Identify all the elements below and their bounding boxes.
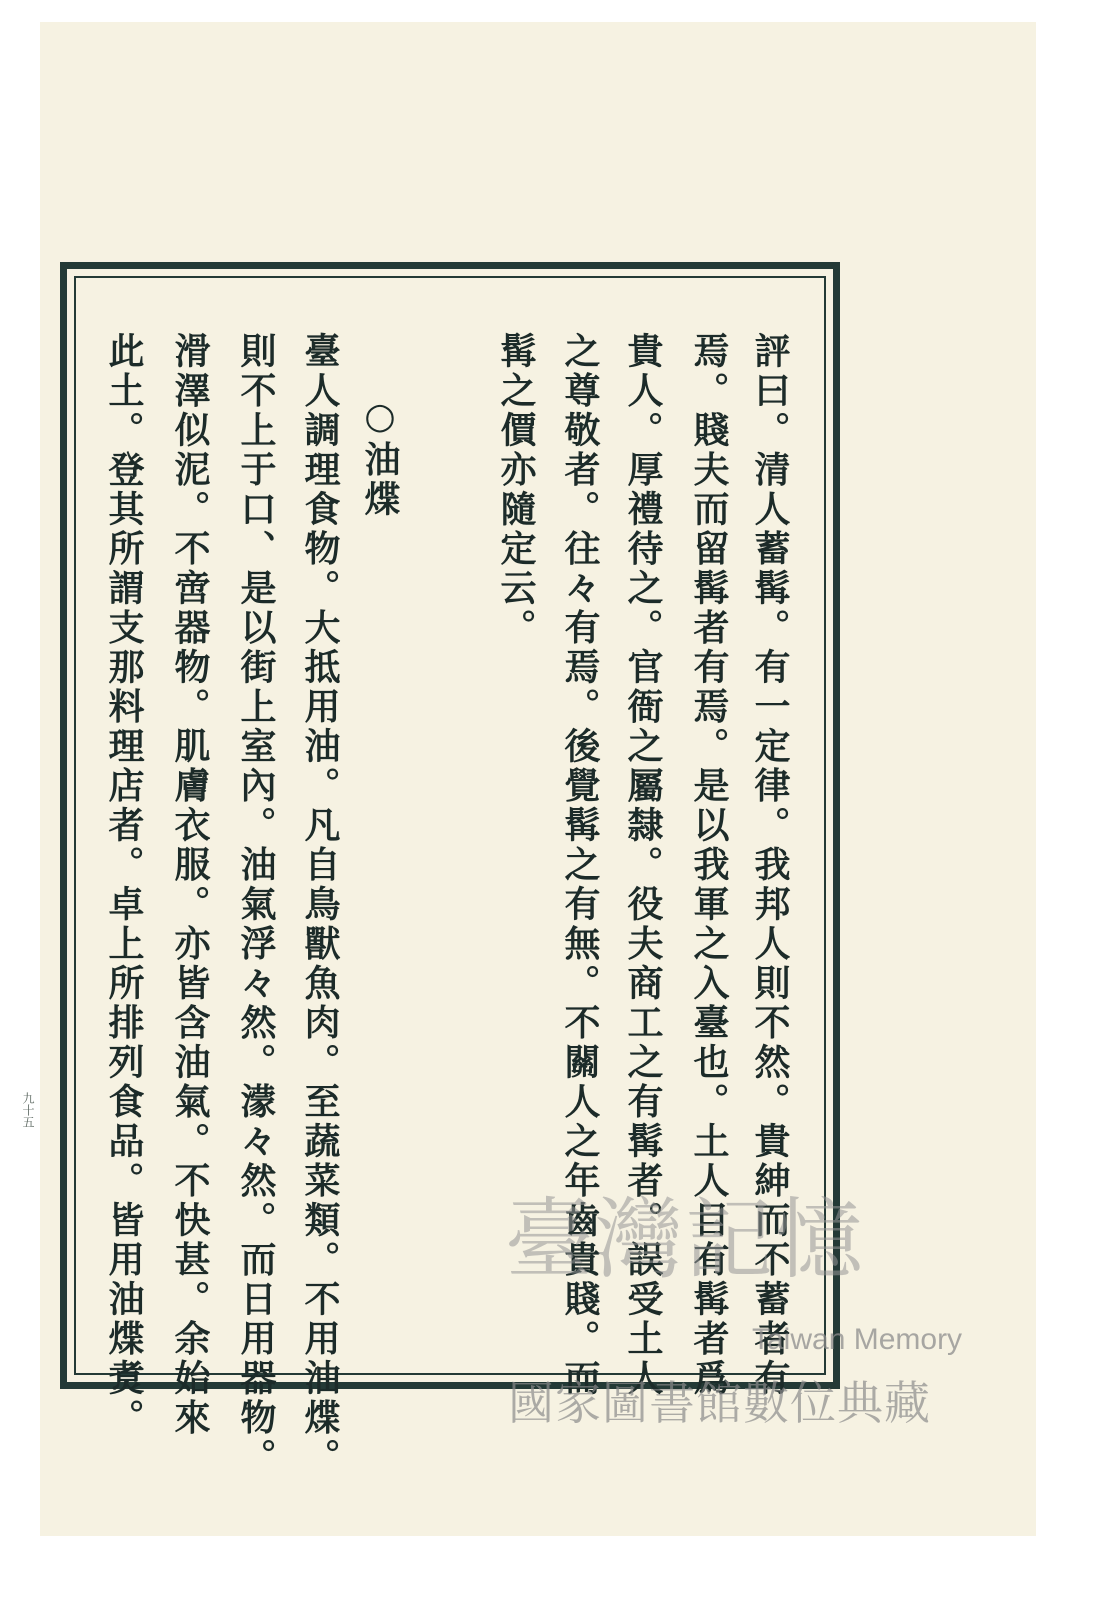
section-heading: ○油煠 [359,395,401,520]
text-column-7: 則不上于口、是以街上室內。油氣浮々然。濛々然。而日用器物。 [235,332,277,1478]
text-column-3: 貴人。厚禮待之。官衙之屬隸。役夫商工之有髯者。誤受土人 [622,332,664,1399]
text-column-9: 此土。登其所謂支那料理店者。卓上所排列食品。皆用油煠煑。 [103,332,145,1438]
text-column-4: 之尊敬者。往々有焉。後覺髯之有無。不關人之年齒貴賤。而 [559,332,601,1399]
text-column-8: 滑澤似泥。不啻器物。肌膚衣服。亦皆含油氣。不快甚。余始來 [169,332,211,1438]
text-column-6: 臺人調理食物。大抵用油。凡自鳥獸魚肉。至蔬菜類。不用油煠。 [299,332,341,1478]
watermark-organization: 國家圖書館數位典藏 [508,1377,931,1429]
watermark-logo: 臺灣記憶 [505,1188,866,1291]
text-column-2: 焉。賤夫而留髯者有焉。是以我軍之入臺也。土人目有髯者爲 [688,332,730,1399]
page-folio: 九十五 [21,1092,35,1128]
watermark-english: Taiwan Memory [752,1323,963,1356]
text-column-1: 評曰。清人蓄髯。有一定律。我邦人則不然。貴紳而不蓄者有 [749,332,791,1399]
text-column-5: 髯之價亦隨定云。 [495,332,537,648]
